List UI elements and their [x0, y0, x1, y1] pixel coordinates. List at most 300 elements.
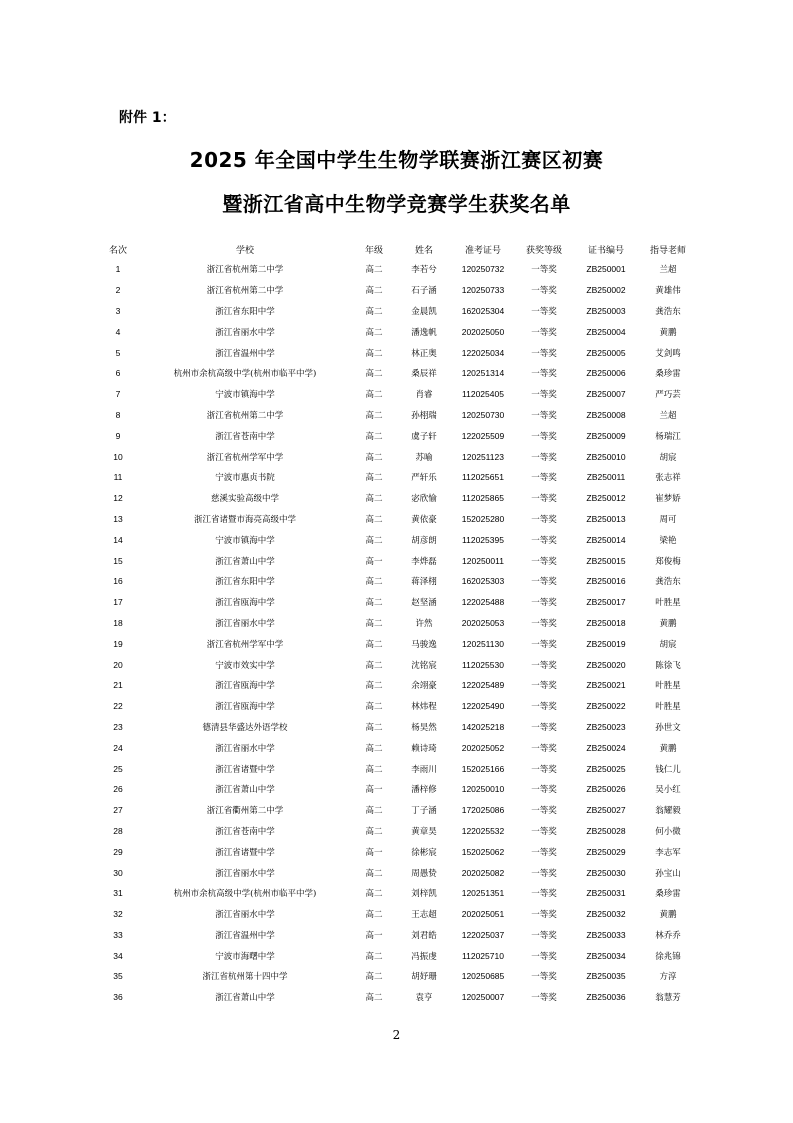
- cell-teacher: 钱仁儿: [655, 764, 681, 775]
- cell-grade: 高二: [365, 514, 383, 525]
- cell-grade: 高二: [365, 598, 383, 609]
- cell-rank: 32: [113, 909, 123, 920]
- cell-certificate-id: ZB250006: [586, 368, 626, 379]
- cell-teacher: 张志祥: [655, 473, 681, 484]
- cell-rank: 17: [113, 597, 123, 608]
- header-award-level: 获奖等级: [525, 245, 562, 256]
- cell-certificate-id: ZB250022: [586, 701, 626, 712]
- cell-teacher: 叶胜星: [655, 681, 681, 692]
- cell-exam-id: 120251123: [462, 451, 504, 462]
- table-row: [97, 779, 697, 800]
- cell-rank: 35: [113, 971, 123, 982]
- cell-exam-id: 122025532: [461, 825, 505, 836]
- cell-award-level: 一等奖: [531, 286, 557, 297]
- cell-grade: 高一: [365, 556, 383, 567]
- cell-certificate-id: ZB250008: [586, 409, 626, 420]
- cell-certificate-id: ZB250005: [586, 347, 626, 358]
- cell-teacher: 黄鹏: [659, 327, 677, 338]
- cell-rank: 21: [113, 680, 123, 691]
- cell-exam-id: 120251351: [461, 888, 505, 899]
- cell-exam-id: 152025280: [461, 513, 505, 524]
- cell-grade: 高二: [365, 535, 383, 546]
- cell-teacher: 周可: [659, 514, 677, 525]
- header-name: 姓名: [414, 245, 433, 256]
- table-row: [97, 613, 697, 634]
- table-row: [97, 321, 697, 342]
- cell-award-level: 一等奖: [531, 556, 557, 567]
- cell-school: 浙江省苍南中学: [215, 826, 275, 837]
- table-row: [97, 737, 697, 758]
- cell-teacher: 翁耀毅: [655, 806, 681, 817]
- cell-certificate-id: ZB250015: [586, 555, 626, 566]
- cell-student-name: 刘君皓: [411, 930, 437, 941]
- cell-school: 浙江省瓯海中学: [215, 681, 275, 692]
- cell-teacher: 严巧芸: [655, 390, 681, 401]
- cell-rank: 7: [115, 389, 121, 400]
- cell-exam-id: 120251130: [462, 638, 504, 649]
- table-row: [97, 384, 697, 405]
- cell-grade: 高二: [365, 702, 383, 713]
- cell-teacher: 黄鹏: [659, 910, 677, 921]
- cell-exam-id: 202025082: [461, 867, 505, 878]
- cell-certificate-id: ZB250024: [586, 742, 626, 753]
- cell-grade: 高二: [365, 660, 383, 671]
- cell-student-name: 黄章昊: [411, 826, 437, 837]
- cell-rank: 8: [115, 409, 121, 420]
- cell-rank: 9: [115, 430, 121, 441]
- cell-award-level: 一等奖: [531, 452, 557, 463]
- cell-student-name: 金晨凯: [411, 306, 437, 317]
- cell-student-name: 潘梓修: [411, 785, 437, 796]
- cell-grade: 高二: [365, 494, 383, 505]
- cell-award-level: 一等奖: [531, 972, 557, 983]
- cell-school: 宁波市海曙中学: [215, 951, 275, 962]
- award-table: [97, 239, 697, 1008]
- cell-exam-id: 112025530: [462, 659, 504, 670]
- table-body: [97, 259, 697, 1008]
- cell-award-level: 一等奖: [531, 889, 557, 900]
- table-row: [97, 904, 697, 925]
- page-number: 2: [392, 1028, 401, 1042]
- cell-grade: 高二: [365, 286, 383, 297]
- cell-exam-id: 202025050: [461, 326, 505, 337]
- cell-school: 浙江省温州中学: [215, 348, 275, 359]
- cell-award-level: 一等奖: [531, 306, 557, 317]
- cell-award-level: 一等奖: [531, 868, 557, 879]
- cell-teacher: 胡宸: [659, 639, 677, 650]
- cell-student-name: 蒋泽栩: [411, 577, 437, 588]
- cell-certificate-id: ZB250013: [586, 513, 626, 524]
- header-exam-id: 准考证号: [464, 245, 501, 256]
- page-title: 2025 年全国中学生生物学联赛浙江赛区初赛: [189, 148, 604, 172]
- cell-teacher: 黄雄伟: [655, 286, 681, 297]
- cell-award-level: 一等奖: [531, 639, 557, 650]
- table-row: [97, 883, 697, 904]
- cell-school: 德清县华盛达外语学校: [202, 722, 288, 733]
- cell-student-name: 沈铭宸: [411, 660, 437, 671]
- cell-rank: 4: [115, 326, 121, 337]
- table-header-row: [97, 239, 697, 259]
- cell-exam-id: 202025051: [461, 909, 505, 920]
- cell-grade: 高二: [365, 639, 383, 650]
- cell-student-name: 余翊豪: [411, 681, 437, 692]
- table-row: [97, 696, 697, 717]
- cell-certificate-id: ZB250029: [586, 846, 626, 857]
- cell-school: 浙江省苍南中学: [215, 431, 275, 442]
- cell-teacher: 胡宸: [659, 452, 677, 463]
- table-row: [97, 280, 697, 301]
- cell-school: 浙江省杭州学军中学: [206, 452, 284, 463]
- cell-award-level: 一等奖: [531, 514, 557, 525]
- cell-award-level: 一等奖: [531, 535, 557, 546]
- cell-grade: 高一: [365, 847, 383, 858]
- cell-exam-id: 162025304: [461, 305, 505, 316]
- cell-grade: 高二: [365, 369, 383, 380]
- cell-grade: 高二: [365, 473, 383, 484]
- cell-certificate-id: ZB250030: [586, 867, 626, 878]
- cell-rank: 11: [113, 472, 123, 483]
- cell-school: 浙江省诸暨中学: [215, 847, 275, 858]
- cell-certificate-id: ZB250011: [586, 472, 626, 483]
- cell-exam-id: 122025488: [461, 597, 505, 608]
- cell-school: 浙江省温州中学: [215, 930, 275, 941]
- cell-exam-id: 112025651: [462, 472, 504, 483]
- cell-grade: 高二: [365, 410, 383, 421]
- cell-award-level: 一等奖: [531, 681, 557, 692]
- cell-grade: 高二: [365, 327, 383, 338]
- cell-exam-id: 112025395: [462, 534, 504, 545]
- cell-grade: 高二: [365, 868, 383, 879]
- header-rank: 名次: [108, 245, 127, 256]
- cell-award-level: 一等奖: [531, 764, 557, 775]
- table-row: [97, 550, 697, 571]
- cell-school: 浙江省杭州第二中学: [206, 265, 284, 276]
- cell-rank: 22: [113, 701, 123, 712]
- cell-grade: 高二: [365, 577, 383, 588]
- cell-award-level: 一等奖: [531, 930, 557, 941]
- cell-student-name: 潘逸帆: [411, 327, 437, 338]
- cell-exam-id: 112025405: [462, 389, 504, 400]
- cell-student-name: 许然: [415, 618, 433, 629]
- cell-award-level: 一等奖: [531, 265, 557, 276]
- cell-student-name: 苏喻: [415, 452, 433, 463]
- cell-certificate-id: ZB250003: [586, 305, 626, 316]
- cell-rank: 26: [113, 784, 123, 795]
- cell-school: 浙江省东阳中学: [215, 306, 275, 317]
- cell-teacher: 李志军: [655, 847, 681, 858]
- table-row: [97, 654, 697, 675]
- table-row: [97, 633, 697, 654]
- cell-award-level: 一等奖: [531, 577, 557, 588]
- cell-rank: 1: [115, 264, 121, 275]
- cell-teacher: 吴小红: [655, 785, 681, 796]
- cell-exam-id: 162025303: [461, 576, 505, 587]
- cell-rank: 25: [113, 763, 123, 774]
- attachment-label: 附件 1：: [119, 110, 176, 126]
- cell-award-level: 一等奖: [531, 993, 557, 1004]
- cell-certificate-id: ZB250016: [586, 576, 626, 587]
- cell-school: 浙江省杭州学军中学: [206, 639, 284, 650]
- table-row: [97, 821, 697, 842]
- cell-rank: 31: [113, 888, 123, 899]
- table-row: [97, 987, 697, 1008]
- cell-award-level: 一等奖: [531, 951, 557, 962]
- cell-exam-id: 120250685: [461, 971, 505, 982]
- table-row: [97, 488, 697, 509]
- cell-rank: 3: [115, 305, 121, 316]
- cell-grade: 高二: [365, 431, 383, 442]
- cell-rank: 12: [113, 493, 123, 504]
- cell-grade: 高二: [365, 390, 383, 401]
- table-row: [97, 758, 697, 779]
- cell-certificate-id: ZB250001: [586, 264, 626, 275]
- page-subtitle: 暨浙江省高中生物学竞赛学生获奖名单: [222, 192, 571, 216]
- cell-grade: 高二: [365, 889, 383, 900]
- header-grade: 年级: [364, 245, 383, 256]
- cell-teacher: 叶胜星: [655, 598, 681, 609]
- table-row: [97, 446, 697, 467]
- cell-rank: 2: [115, 285, 121, 296]
- cell-exam-id: 122025034: [461, 347, 505, 358]
- cell-student-name: 刘梓凯: [411, 889, 437, 900]
- cell-student-name: 宓欣愉: [411, 494, 437, 505]
- cell-rank: 28: [113, 825, 123, 836]
- cell-student-name: 李烨磊: [411, 556, 437, 567]
- cell-certificate-id: ZB250026: [586, 784, 626, 795]
- cell-certificate-id: ZB250023: [586, 721, 626, 732]
- cell-student-name: 孙栩瑞: [411, 410, 437, 421]
- cell-exam-id: 202025053: [461, 617, 505, 628]
- cell-student-name: 马骏逸: [411, 639, 437, 650]
- cell-certificate-id: ZB250025: [586, 763, 626, 774]
- table-row: [97, 509, 697, 530]
- cell-teacher: 郑俊梅: [655, 556, 681, 567]
- cell-school: 浙江省杭州第二中学: [206, 410, 284, 421]
- cell-teacher: 龚浩东: [655, 577, 681, 588]
- cell-exam-id: 152025166: [461, 763, 505, 774]
- cell-student-name: 肖睿: [415, 390, 433, 401]
- cell-rank: 10: [113, 451, 123, 462]
- table-row: [97, 342, 697, 363]
- cell-school: 浙江省丽水中学: [215, 743, 275, 754]
- table-row: [97, 800, 697, 821]
- cell-student-name: 赖诗琦: [411, 743, 437, 754]
- cell-award-level: 一等奖: [531, 327, 557, 338]
- cell-school: 宁波市效实中学: [215, 660, 275, 671]
- cell-exam-id: 120250007: [461, 992, 505, 1003]
- cell-school: 杭州市余杭高级中学(杭州市临平中学): [173, 369, 317, 380]
- cell-rank: 5: [115, 347, 121, 358]
- cell-rank: 14: [113, 534, 123, 545]
- cell-school: 浙江省瓯海中学: [215, 598, 275, 609]
- cell-rank: 24: [113, 742, 123, 753]
- cell-rank: 20: [113, 659, 123, 670]
- cell-rank: 27: [113, 805, 123, 816]
- cell-rank: 34: [113, 950, 123, 961]
- cell-certificate-id: ZB250017: [586, 597, 626, 608]
- table-row: [97, 841, 697, 862]
- cell-grade: 高二: [365, 681, 383, 692]
- cell-grade: 高二: [365, 452, 383, 463]
- cell-certificate-id: ZB250009: [586, 430, 626, 441]
- cell-certificate-id: ZB250020: [586, 659, 626, 670]
- header-certificate-id: 证书编号: [587, 245, 624, 256]
- cell-student-name: 袁亨: [415, 993, 433, 1004]
- cell-school: 浙江省杭州第十四中学: [202, 972, 288, 983]
- cell-student-name: 赵坚涵: [411, 598, 437, 609]
- header-teacher: 指导老师: [649, 245, 686, 256]
- cell-student-name: 徐彬宸: [411, 847, 437, 858]
- cell-teacher: 桑珍雷: [655, 889, 681, 900]
- table-row: [97, 675, 697, 696]
- cell-grade: 高二: [365, 722, 383, 733]
- cell-student-name: 李雨川: [411, 764, 437, 775]
- cell-student-name: 周愚贽: [411, 868, 437, 879]
- cell-school: 宁波市惠贞书院: [215, 473, 275, 484]
- cell-grade: 高二: [365, 764, 383, 775]
- cell-rank: 18: [113, 617, 123, 628]
- cell-exam-id: 152025062: [461, 846, 505, 857]
- cell-teacher: 孙世文: [655, 722, 681, 733]
- cell-school: 浙江省衢州第二中学: [206, 806, 284, 817]
- cell-grade: 高二: [365, 972, 383, 983]
- cell-award-level: 一等奖: [531, 494, 557, 505]
- cell-award-level: 一等奖: [531, 598, 557, 609]
- cell-grade: 高二: [365, 993, 383, 1004]
- cell-rank: 19: [113, 638, 123, 649]
- cell-student-name: 李若兮: [411, 265, 437, 276]
- cell-rank: 33: [113, 929, 123, 940]
- cell-student-name: 林正奥: [411, 348, 437, 359]
- cell-teacher: 叶胜星: [655, 702, 681, 713]
- cell-school: 浙江省瓯海中学: [215, 702, 275, 713]
- cell-teacher: 徐兆锦: [655, 951, 681, 962]
- cell-grade: 高二: [365, 618, 383, 629]
- cell-certificate-id: ZB250033: [586, 929, 626, 940]
- cell-certificate-id: ZB250002: [586, 285, 626, 296]
- cell-student-name: 王志超: [411, 910, 437, 921]
- cell-rank: 23: [113, 721, 123, 732]
- cell-certificate-id: ZB250021: [586, 680, 626, 691]
- cell-exam-id: 120250733: [461, 285, 505, 296]
- table-row: [97, 425, 697, 446]
- cell-award-level: 一等奖: [531, 431, 557, 442]
- cell-teacher: 黄鹏: [659, 618, 677, 629]
- cell-exam-id: 120251314: [461, 368, 505, 379]
- table-row: [97, 301, 697, 322]
- cell-grade: 高二: [365, 306, 383, 317]
- cell-teacher: 方淳: [659, 972, 677, 983]
- cell-school: 浙江省丽水中学: [215, 868, 275, 879]
- cell-student-name: 桑辰祥: [411, 369, 437, 380]
- cell-exam-id: 172025086: [461, 805, 505, 816]
- cell-exam-id: 122025489: [461, 680, 505, 691]
- cell-student-name: 丁子涵: [411, 806, 437, 817]
- cell-certificate-id: ZB250019: [586, 638, 626, 649]
- cell-teacher: 崔梦娇: [655, 494, 681, 505]
- cell-rank: 13: [113, 513, 123, 524]
- cell-certificate-id: ZB250035: [586, 971, 626, 982]
- cell-student-name: 胡彦朗: [411, 535, 437, 546]
- cell-school: 浙江省东阳中学: [215, 577, 275, 588]
- cell-certificate-id: ZB250034: [586, 950, 626, 961]
- cell-teacher: 龚浩东: [655, 306, 681, 317]
- cell-certificate-id: ZB250018: [586, 617, 626, 628]
- table-row: [97, 717, 697, 738]
- cell-certificate-id: ZB250007: [586, 389, 626, 400]
- table-row: [97, 467, 697, 488]
- cell-teacher: 陈徐飞: [655, 660, 681, 671]
- table-row: [97, 925, 697, 946]
- cell-award-level: 一等奖: [531, 369, 557, 380]
- cell-teacher: 梁艳: [659, 535, 677, 546]
- cell-grade: 高二: [365, 826, 383, 837]
- cell-exam-id: 122025509: [461, 430, 505, 441]
- cell-exam-id: 122025490: [461, 701, 505, 712]
- cell-school: 浙江省丽水中学: [215, 910, 275, 921]
- cell-rank: 29: [113, 846, 123, 857]
- cell-award-level: 一等奖: [531, 806, 557, 817]
- cell-certificate-id: ZB250010: [586, 451, 626, 462]
- cell-school: 浙江省萧山中学: [215, 556, 275, 567]
- cell-student-name: 杨昊然: [411, 722, 437, 733]
- cell-school: 宁波市镇海中学: [215, 390, 275, 401]
- cell-school: 浙江省诸暨中学: [215, 764, 275, 775]
- cell-award-level: 一等奖: [531, 702, 557, 713]
- cell-school: 浙江省丽水中学: [215, 327, 275, 338]
- cell-exam-id: 112025865: [462, 493, 504, 504]
- table-row: [97, 966, 697, 987]
- cell-student-name: 胡妤珊: [411, 972, 437, 983]
- cell-award-level: 一等奖: [531, 910, 557, 921]
- cell-school: 宁波市镇海中学: [215, 535, 275, 546]
- cell-exam-id: 112025710: [462, 950, 504, 961]
- cell-grade: 高二: [365, 806, 383, 817]
- cell-teacher: 何小微: [655, 826, 681, 837]
- table-row: [97, 529, 697, 550]
- cell-award-level: 一等奖: [531, 473, 557, 484]
- cell-school: 浙江省诸暨市海亮高级中学: [193, 514, 296, 525]
- cell-award-level: 一等奖: [531, 847, 557, 858]
- cell-school: 浙江省丽水中学: [215, 618, 275, 629]
- cell-teacher: 孙宝山: [655, 868, 681, 879]
- cell-student-name: 林炜程: [411, 702, 437, 713]
- cell-grade: 高二: [365, 743, 383, 754]
- cell-teacher: 兰超: [659, 410, 677, 421]
- table-row: [97, 592, 697, 613]
- cell-school: 慈溪实验高级中学: [210, 494, 279, 505]
- cell-teacher: 林乔乔: [655, 930, 681, 941]
- cell-certificate-id: ZB250012: [586, 493, 626, 504]
- cell-exam-id: 120250732: [461, 264, 505, 275]
- cell-grade: 高二: [365, 910, 383, 921]
- cell-school: 浙江省杭州第二中学: [206, 286, 284, 297]
- table-row: [97, 363, 697, 384]
- cell-grade: 高一: [365, 785, 383, 796]
- cell-student-name: 虞子轩: [411, 431, 437, 442]
- cell-rank: 6: [115, 368, 121, 379]
- cell-teacher: 兰超: [659, 265, 677, 276]
- table-row: [97, 259, 697, 280]
- cell-award-level: 一等奖: [531, 785, 557, 796]
- cell-exam-id: 122025037: [461, 929, 505, 940]
- cell-rank: 36: [113, 992, 123, 1003]
- cell-teacher: 杨瑞江: [655, 431, 681, 442]
- cell-student-name: 石子涵: [411, 286, 437, 297]
- cell-certificate-id: ZB250028: [586, 825, 626, 836]
- cell-grade: 高二: [365, 348, 383, 359]
- cell-rank: 15: [113, 555, 123, 566]
